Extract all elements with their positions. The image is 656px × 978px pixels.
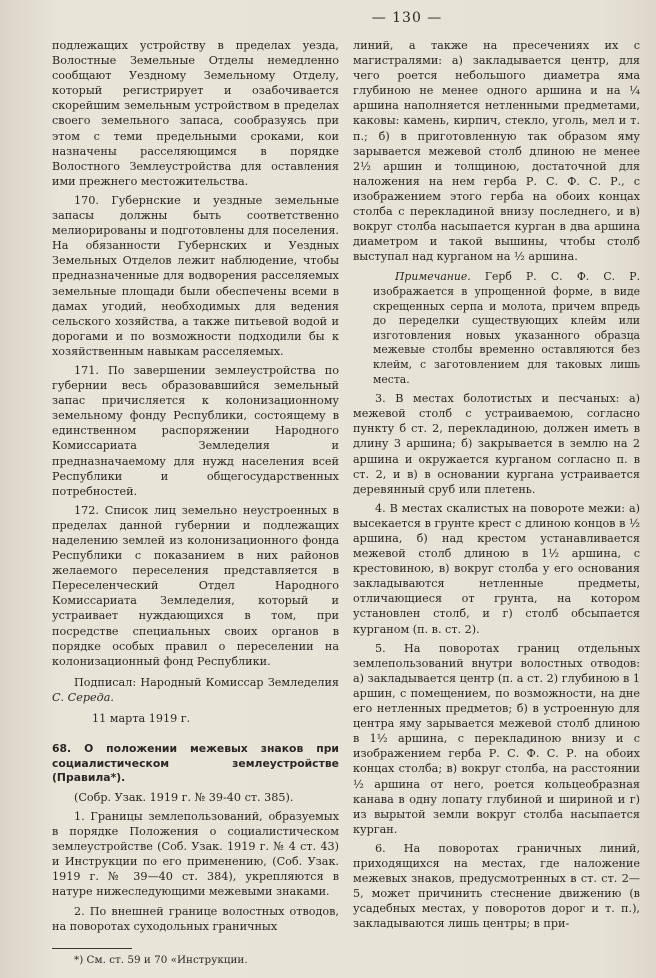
document-date: 11 марта 1919 г. [92, 712, 191, 726]
note-label: Примечание. [395, 270, 471, 284]
footnote: *) См. ст. 59 и 70 «Инструкции. [74, 953, 248, 966]
right-column [353, 38, 640, 967]
signature-line [52, 675, 339, 705]
signature-prefix: Подписал: Народный Комиссар Земледелия [74, 675, 339, 689]
paragraph-continuation: подлежащих устройству в пределах уезда, Волостные Земельные Отделы немедленно сообщают Уездному Земельному Отделу, который регистрирует и озабочивается скорейшим земельным устройством в пределах своего земельного запаса, сообразуясь при этом с теми предельными сроками, кои назначены расселяющимся в порядке Волостного Землеустройства для оставления ими прежнего местожительства. [52, 39, 339, 188]
signer-name: С. Середа. [52, 690, 114, 704]
rule-3: 3. В местах болотистых и песчаных: а) межевой столб с устраиваемою, согласно пункту б ст. 2, перекладиною, должен иметь в длину 3 аршина; б) закрывается в землю на 2 аршина и окружается курганом согласно п. в ст. 2, и в) в основании кургана устраивается деревянный сруб или плетень. [353, 392, 640, 496]
rule-6: 6. На поворотах граничных линий, приходящихся на местах, где наложение межевых знаков, предусмотренных в ст. ст. 2—5, может причинить стеснение движению (в усадебных местах, у поворотов дорог и т. п.), закладываются лишь центры; в при- [353, 841, 640, 931]
document-title: 68. О положении межевых знаков при социалистическом землеустройстве (Правила*). [52, 742, 339, 785]
rule-2-start: 2. По внешней границе волостных отводов, на поворотах суходольных граничных [52, 904, 339, 933]
note [373, 270, 640, 387]
article-172: 172. Список лиц земельно неустроенных в пределах данной губернии и подлежащих наделению землей из колонизационного фонда Республики с показанием в них районов желаемого переселения представляется в Переселенческий Отдел Народного Комиссариата Земледелия, который и устраивает нуждающихся в том, при посредстве специальных своих органов в порядке особых правил о переселении на колонизационный фонд Республики. [52, 503, 339, 668]
article-170: 170. Губернские и уездные земельные запасы должны быть соответственно мелиорированы и подготовлены для поселения. На обязанности Губернских и Уездных Земельных Отделов лежит наблюдение, чтобы предназначенные для водворения расселяемых земельные площади были обеспечены всеми в дамах угодий, необходимых для ведения сельского хозяйства, а также питьевой водой и дорогами и по возможности подходили бы к хозяйственным навыкам расселяемых. [52, 193, 339, 358]
text-columns [52, 38, 642, 967]
article-171: 171. По завершении землеустройства по губернии весь образовавшийся земельный запас причисляется к колонизационному земельному фонду Республики, состоящему в единственном распоряжении Народного Комиссариата Земледелия и предназначаемому для нужд населения всей Республики и общегосударственных потребностей. [52, 363, 339, 498]
source-reference: (Собр. Узак. 1919 г. № 39-40 ст. 385). [74, 790, 294, 804]
page-number: — 130 — [371, 10, 443, 26]
left-column [52, 38, 339, 967]
rule-4: 4. В местах скалистых на повороте межи: а) высекается в грунте крест с длиною концов в ½ аршина, б) над крестом устанавливается межевой столб длиною в 1½ аршина, с крестовиною, в) вокруг столба у его основания закладываются нетленные предметы, отличающиеся от грунта, на котором установлен столб, и г) столб обсыпается курганом (п. в. ст. 2). [353, 501, 640, 636]
footnote-divider [52, 948, 132, 949]
rule-2-continuation: линий, а также на пресечениях их с магистралями: а) закладывается центр, для чего роется небольшого диаметра яма глубиною не менее одного аршина и на ¼ аршина наполняется нетленными предметами, каковы: камень, кирпич, стекло, уголь, мел и т. п.; б) в приготовленную так образом яму зарывается межевой столб длиною не менее 2½ аршин и толщиною, достаточной для наложения на нем герба Р. С. Ф. С. Р., с изображением этого герба на обоих концах столба с перекладиной внизу последнего, и в) вокруг столба насыпается курган в два аршина диаметром и такой вышины, чтобы столб выступал над курганом на ½ аршина. [353, 39, 640, 264]
rule-1: 1. Границы землепользований, образуемых в порядке Положения о социалистическом землеустройстве (Соб. Узак. 1919 г. № 4 ст. 43) и Инструкции по его применению, (Соб. Узак. 1919 г. № 39—40 ст. 384), укрепляются в натуре нижеследующими межевыми знаками. [52, 810, 339, 899]
rule-5: 5. На поворотах границ отдельных землепользований внутри волостных отводов: а) закладывается центр (п. а ст. 2) глубиною в 1 аршин, с помещением, по возможности, на дне его нетленных предметов; б) в устроенную для центра яму зарывается межевой столб длиною в 1½ аршина, с перекладиною внизу и с изображением герба Р. С. Ф. С. Р. на обоих концах столба; в) вокруг столба, на расстоянии ½ аршина от него, роется кольцеобразная канава в одну лопату глубиной и шириной и г) из вырытой земли вокруг столба насыпается курган. [353, 641, 640, 836]
note-text: Герб Р. С. Ф. С. Р. изображается в упрощенной форме, в виде скрещенных серпа и молота, причем впредь до переделки существующих клейм или изготовления новых указанного образца межевые столбы временно оставляются без клейм, с заготовлением для таковых лишь места. [373, 270, 640, 386]
